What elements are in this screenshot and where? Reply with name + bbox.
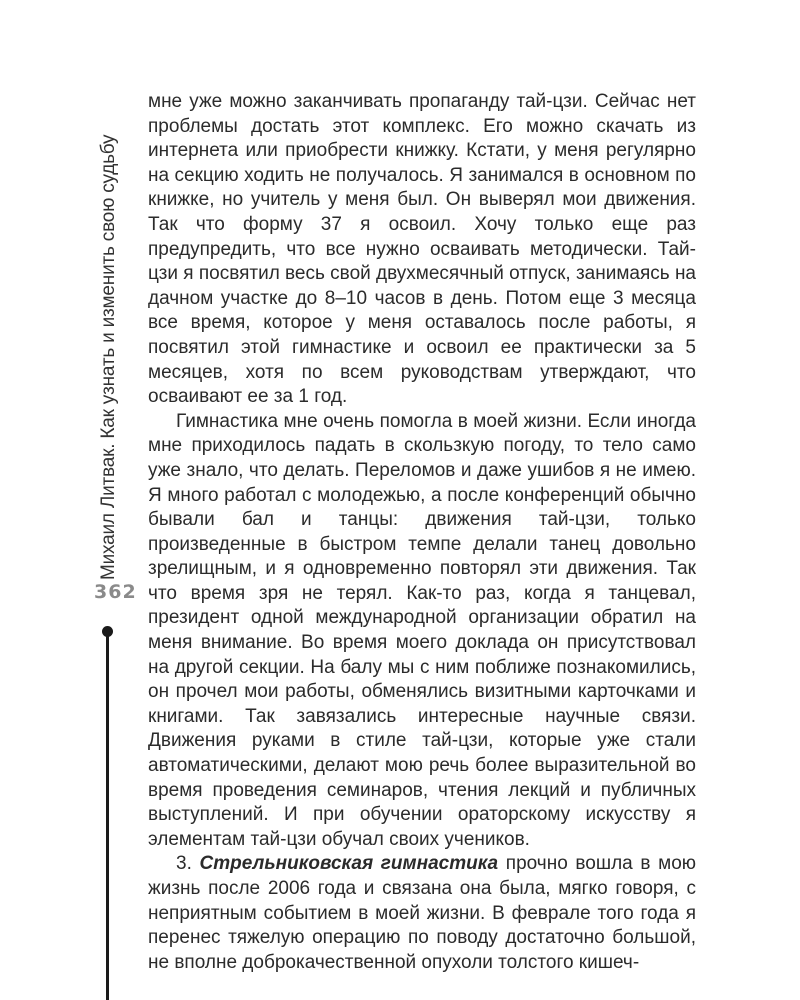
running-head-title: Михаил Литвак. Как узнать и изменить свою судьбу	[98, 134, 119, 580]
paragraph-3	[148, 852, 696, 975]
list-number: 3.	[176, 853, 192, 875]
paragraph-2: Гимнастика мне очень помогла в моей жизни. Если иногда мне приходилось падать в скользкую погоду, то тело само уже знало, что делать. Переломов и даже ушибов я не имею. Я много работал с молодежью, а после конференций обычно бывали бал и танцы: движения тай-цзи, только произведенные в быстром темпе делали танец довольно зрелищным, и я одновременно повторял эти движения. Так что время зря не терял. Как-то раз, когда я танцевал, президент одной международной организации обратил на меня внимание. Во время моего доклада он присутствовал на другой секции. На балу мы с ним поближе познакомились, он прочел мои работы, обменялись визитными карточками и книгами. Так завязались интересные научные связи. Движения руками в стиле тай-цзи, которые уже стали автоматическими, делают мою речь более выразительной во время проведения семинаров, чтения лекций и публичных выступлений. И при обучении ораторскому искусству я элементам тай-цзи обучал своих учеников.	[148, 410, 696, 850]
body-text	[148, 90, 696, 975]
page-number: 362	[94, 581, 137, 603]
paragraph-3-text: прочно вошла в мою жизнь после 2006 года и связана она была, мягко говоря, с неприятным событием в моей жизни. В феврале того года я перенес тяжелую операцию по поводу достаточно большой, не вполне доброкачественной опухоли толстого кишеч-	[148, 853, 697, 973]
paragraph-1: мне уже можно заканчивать пропаганду тай-цзи. Сейчас нет проблемы достать этот комплекс. Его можно скачать из интернета или приобрести книжку. Кстати, у меня регулярно на секцию ходить не получалось. Я занимался в основном по книжке, но учитель у меня был. Он выверял мои движения. Так что форму 37 я освоил. Хочу только еще раз предупредить, что все нужно осваивать методически. Тай-цзи я посвятил весь свой двухмесячный отпуск, занимаясь на дачном участке до 8–10 часов в день. Потом еще 3 месяца все время, которое у меня оставалось после работы, я посвятил этой гимнастике и освоил ее практически за 5 месяцев, хотя по всем руководствам утверждают, что осваивают ее за 1 год.	[148, 91, 696, 408]
emphasized-term: Стрельниковская гимнастика	[199, 853, 499, 875]
margin-rule-line	[106, 631, 109, 1000]
